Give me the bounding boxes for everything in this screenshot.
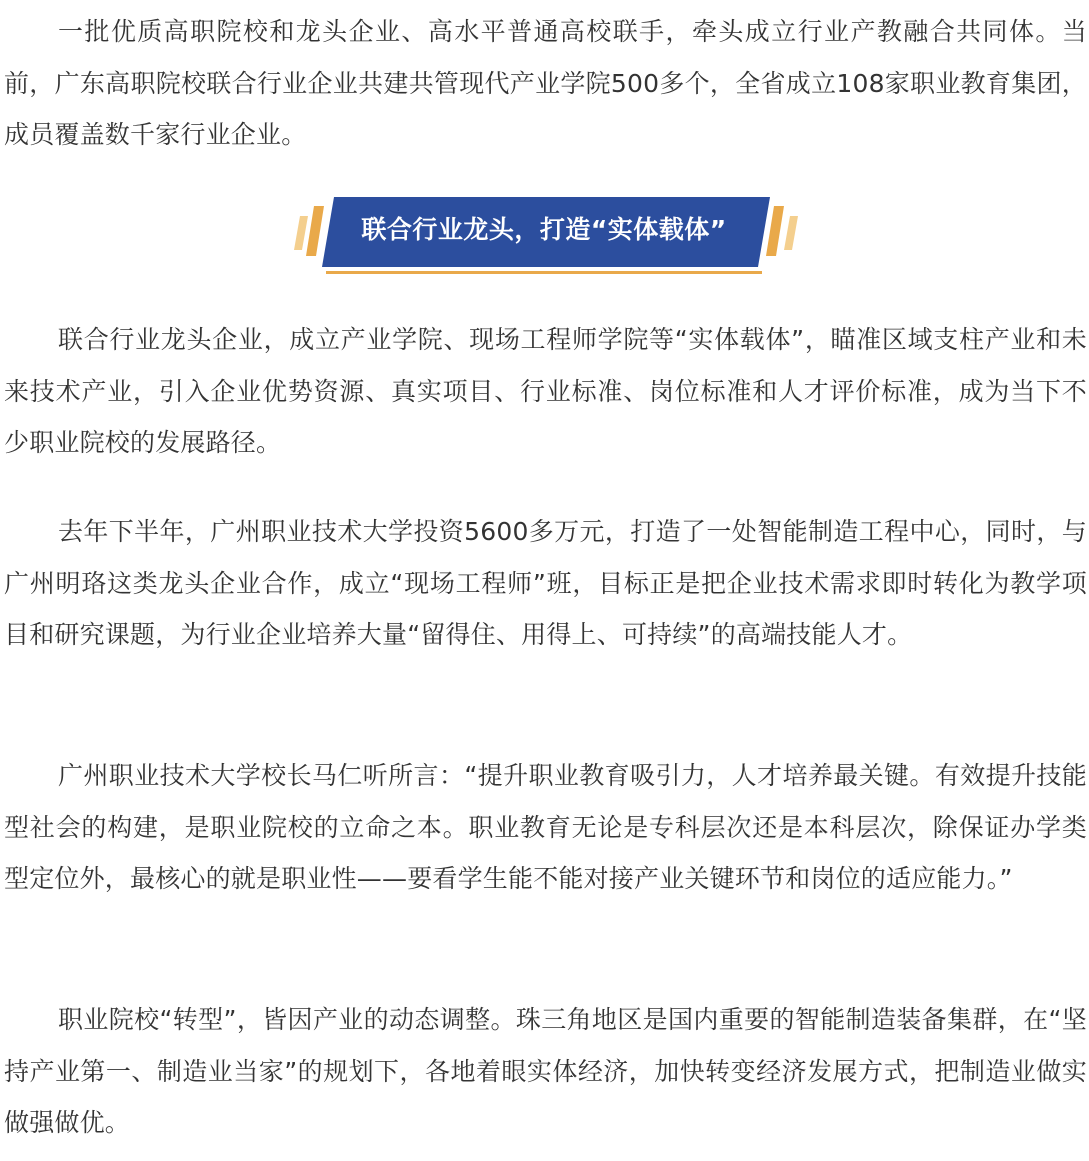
section-heading-text: 联合行业龙头，打造“实体载体” bbox=[361, 215, 727, 244]
paragraph-3: 去年下半年，广州职业技术大学投资5600多万元，打造了一处智能制造工程中心，同时，与广州明珞这类龙头企业合作，成立“现场工程师”班，目标正是把企业技术需求即时转化为教学项目和研究课题，为行业企业培养大量“留得住、用得上、可持续”的高端技能人才。 bbox=[4, 517, 1087, 649]
paragraph-4: 广州职业技术大学校长马仁听所言：“提升职业教育吸引力，人才培养最关键。有效提升技能型社会的构建，是职业院校的立命之本。职业教育无论是专科层次还是本科层次，除保证办学类型定位外，最核心的就是职业性——要看学生能不能对接产业关键环节和岗位的适应能力。” bbox=[4, 761, 1087, 893]
banner-gold-underline bbox=[326, 271, 762, 274]
paragraph-1: 一批优质高职院校和龙头企业、高水平普通高校联手，牵头成立行业产教融合共同体。当前，广东高职院校联合行业企业共建共管现代产业学院500多个，全省成立108家职业教育集团，成员覆盖数千家行业企业。 bbox=[4, 17, 1087, 149]
banner-right-stripe-dark bbox=[766, 206, 784, 256]
banner-left-stripe-light bbox=[294, 216, 308, 250]
paragraph-5: 职业院校“转型”，皆因产业的动态调整。珠三角地区是国内重要的智能制造装备集群，在“坚持产业第一、制造业当家”的规划下，各地着眼实体经济，加快转变经济发展方式，把制造业做实做强做优。 bbox=[4, 1005, 1087, 1137]
paragraph-2: 联合行业龙头企业，成立产业学院、现场工程师学院等“实体载体”，瞄准区域支柱产业和未来技术产业，引入企业优势资源、真实项目、行业标准、岗位标准和人才评价标准，成为当下不少职业院校的发展路径。 bbox=[4, 325, 1087, 457]
banner-right-stripe-light bbox=[784, 216, 798, 250]
banner-left-stripe-dark bbox=[306, 206, 324, 256]
section-heading-banner bbox=[290, 194, 800, 276]
